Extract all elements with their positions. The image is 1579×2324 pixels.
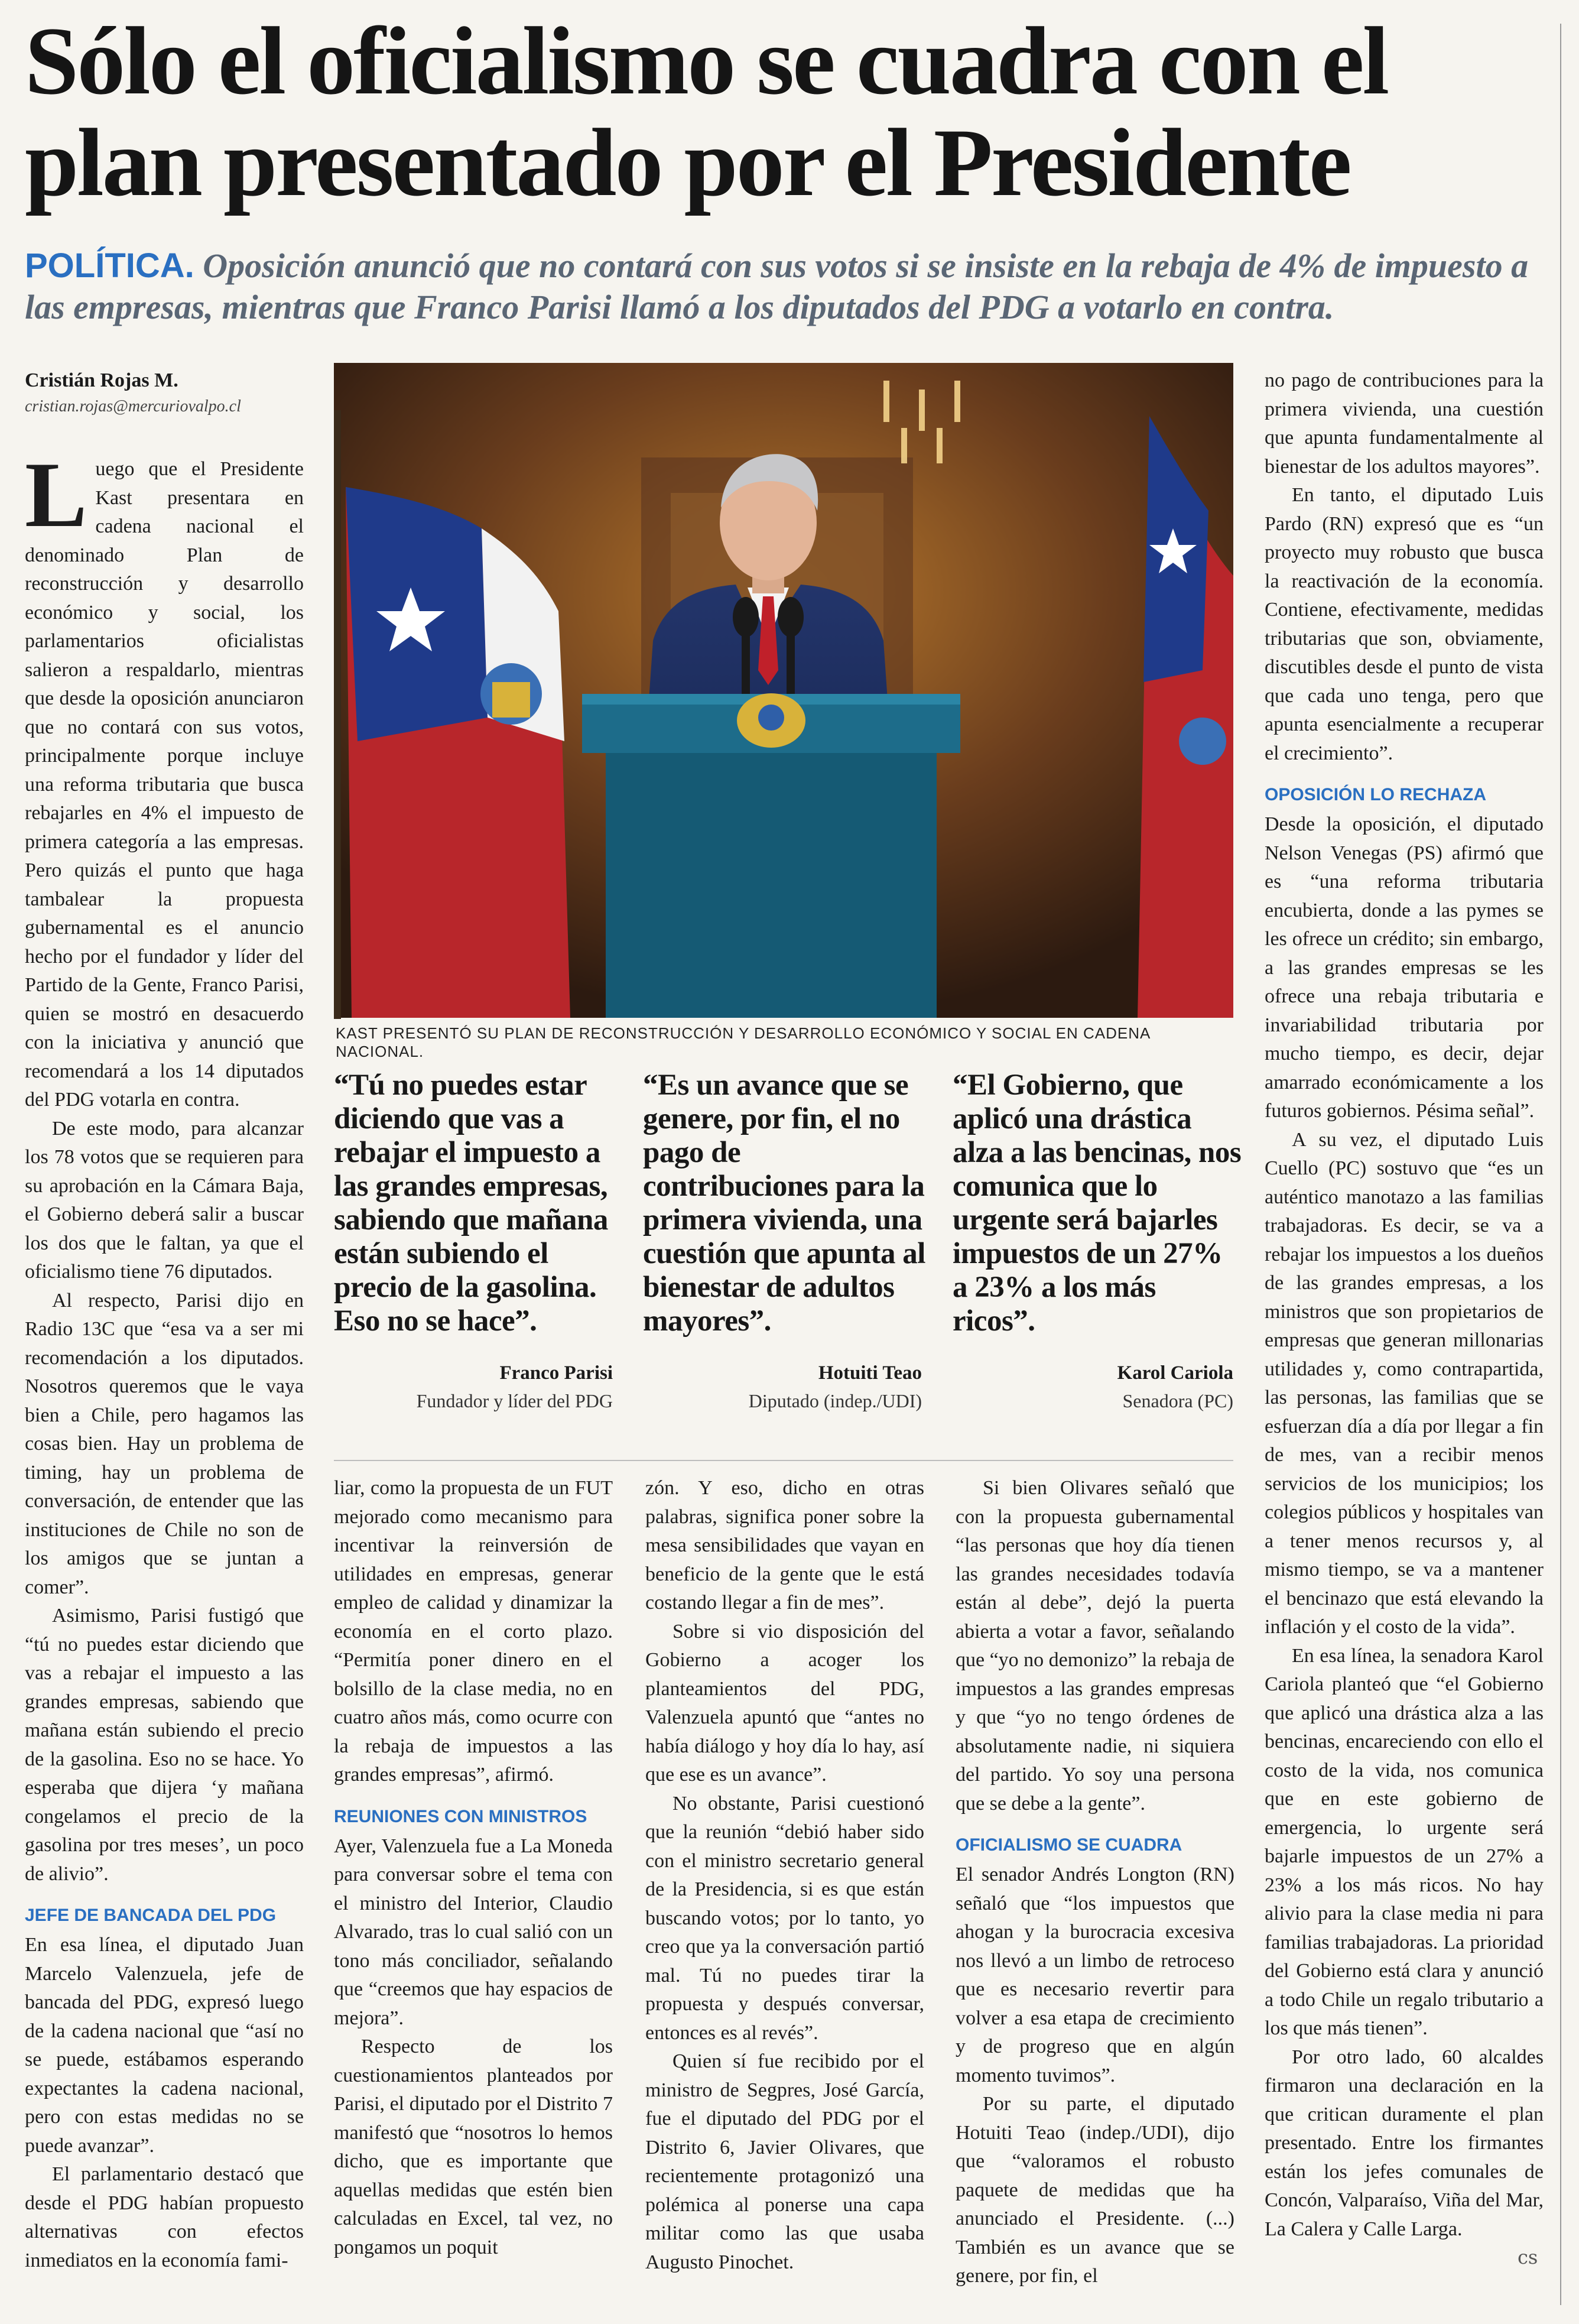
quote-author-name: Franco Parisi bbox=[499, 1362, 613, 1384]
column-2 bbox=[334, 1474, 613, 2275]
paragraph: uego que el Presidente Kast presentara en cadena nacional el denominado Plan de reconstrucción y desarrollo económico y social, los parlamentarios oficialistas salieron a respaldarlo, mientras que desde la oposición anunciaron que no contará con sus votos, principalmente porque incluye una reforma tributaria que busca rebajarles en 4% el impuesto de primera categoría a las empresas. Pero quizás el punto que haga tambalear la propuesta gubernamental es el anuncio hecho por el fundador y líder del Partido de la Gente, Franco Parisi, quien se mostró en desacuerdo con la iniciativa y anunció que recomendará a los 14 diputados del PDG votarla en contra. bbox=[25, 458, 304, 1111]
headline: Sólo el oficialismo se cuadra con el plan presentado por el Presidente bbox=[25, 8, 1388, 216]
quote-author-role: Senadora (PC) bbox=[1122, 1390, 1233, 1411]
paragraph: No obstante, Parisi cuestionó que la reunión “debió haber sido con el ministro secretario general de la Presidencia, si es que están buscando votos; por lo tanto, yo creo que ya la conversación partió mal. Tú no puedes tirar la propuesta y después conversar, entonces es al revés”. bbox=[645, 1792, 924, 2044]
column-1 bbox=[25, 443, 304, 2305]
pull-quote: “Es un avance que se genere, por fin, el no pago de contribuciones para la primera vivienda, una cuestión que apunta al bienestar de adultos mayores”. bbox=[643, 1069, 925, 1338]
deck-text: Oposición anunció que no contará con sus votos si se insiste en la rebaja de 4% de impuesto a las empresas, mientras que Franco Parisi llamó a los diputados del PDG a votarlo en contra. bbox=[25, 246, 1529, 326]
paragraph: De este modo, para alcanzar los 78 votos que se requieren para su aprobación en la Cámara Baja, el Gobierno deberá salir a buscar los dos que le faltan, ya que el oficialismo tiene 76 diputados. bbox=[25, 1117, 304, 1283]
paragraph: Asimismo, Parisi fustigó que “tú no puedes estar diciendo que vas a rebajar el impuesto a las grandes empresas, sabiendo que mañana están subiendo el precio de la gasolina. Eso no se hace. Yo esperaba que dijera ‘y mañana congelamos el precio de la gasolina por tres meses’, un poco de alivio”. bbox=[25, 1605, 304, 1885]
paragraph: Desde la oposición, el diputado Nelson Venegas (PS) afirmó que es “una reforma tributaria encubierta, donde a las pymes se les ofrece un crédito; sin embargo, a las grandes empresas se les ofrece una rebaja tributaria e invariabilidad tributaria por mucho tiempo, es decir, dejar amarrado económicamente a los futuros gobiernos. Pésima señal”. bbox=[1265, 813, 1544, 1122]
paragraph: no pago de contribuciones para la primera vivienda, una cuestión que apunta fundamentalmente al bienestar de los adultos mayores”. bbox=[1265, 369, 1544, 478]
paragraph: Ayer, Valenzuela fue a La Moneda para conversar sobre el tema con el ministro del Interior, Claudio Alvarado, tras lo cual salió con un tono más conciliador, señalando que “creemos que hay espacios de mejora”. bbox=[334, 1835, 613, 2029]
paragraph: El senador Andrés Longton (RN) señaló que “los impuestos que ahogan y la burocracia excesiva nos llevó a un limbo de retroceso que es necesario revertir para volver a esa etapa de crecimiento y de progreso que en algún momento tuvimos”. bbox=[956, 1864, 1234, 2086]
quote-author-name: Hotuiti Teao bbox=[818, 1362, 922, 1384]
subheading: JEFE DE BANCADA DEL PDG bbox=[25, 1906, 277, 1925]
paragraph: Quien sí fue recibido por el ministro de Segpres, José García, fue el diputado del PDG por el Distrito 6, Javier Olivares, que recientemente protagonizó una polémica al ponerse una capa militar como las que usaba Augusto Pinochet. bbox=[645, 2050, 924, 2273]
podium bbox=[582, 693, 960, 1018]
column-5 bbox=[1265, 366, 1544, 2276]
deck bbox=[25, 245, 1538, 328]
paragraph: El parlamentario destacó que desde el PDG habían propuesto alternativas con efectos inmediatos en la economía fami- bbox=[25, 2163, 304, 2271]
subheading: REUNIONES CON MINISTROS bbox=[334, 1806, 587, 1826]
subheading: OFICIALISMO SE CUADRA bbox=[956, 1835, 1182, 1855]
quote-author-role: Fundador y líder del PDG bbox=[416, 1390, 613, 1411]
dropcap: L bbox=[25, 443, 87, 547]
paragraph: En esa línea, el diputado Juan Marcelo Valenzuela, jefe de bancada del PDG, expresó luego de la cadena nacional que “así no se puede, estábamos esperando expectantes la cadena nacional, pero con estas medidas no se puede avanzar”. bbox=[25, 1934, 304, 2157]
paragraph: Por otro lado, 60 alcaldes firmaron una declaración en la que critican duramente el plan presentado. Entre los firmantes están los jefes comunales de Concón, Valparaíso, Viña del Mar, La Calera y Calle Larga. bbox=[1265, 2046, 1544, 2240]
paragraph: En esa línea, la senadora Karol Cariola planteó que “el Gobierno que aplicó una drástica alza a las bencinas, encareciendo con ello el costo de la vida, nos comunica que en este gobierno de emergencia, lo urgente será bajarle impuestos de un 27% a 23% a los más ricos. No hay alivio para la clase media ni para familias trabajadoras. La prioridad del Gobierno está clara y anunció a todo Chile un regalo tributario a los que más tienen”. bbox=[1265, 1644, 1544, 2039]
column-3 bbox=[645, 1474, 924, 2275]
paragraph: liar, como la propuesta de un FUT mejorado como mecanismo para incentivar la reinversión de utilidades en empresas, generar empleo de calidad y dinamizar la economía en el corto plazo. “Permitía poner dinero en el bolsillo de la clase media, no en cuatro años más, como ocurre con la rebaja de impuestos a las grandes empresas”, afirmó. bbox=[334, 1477, 613, 1786]
end-mark: cs bbox=[1518, 2246, 1538, 2268]
photo-illustration bbox=[334, 363, 1233, 1018]
paragraph: zón. Y eso, dicho en otras palabras, significa poner sobre la mesa sensibilidades que vayan en beneficio de la gente que le está costando llegar a fin de mes”. bbox=[645, 1477, 924, 1614]
page-edge bbox=[1560, 24, 1561, 2305]
quote-author-role: Diputado (indep./UDI) bbox=[748, 1390, 922, 1411]
kast-photo bbox=[334, 363, 1233, 1018]
paragraph: Por su parte, el diputado Hotuiti Teao (indep./UDI), dijo que “valoramos el robusto paquete de medidas que ha anunciado el Presidente. (...) También es un avance que se genere, por fin, el bbox=[956, 2093, 1234, 2287]
paragraph: Respecto de los cuestionamientos planteados por Parisi, el diputado por el Distrito 7 manifestó que “nosotros lo hemos dicho, que es importante que aquellas medidas que estén bien calculadas en Excel, tal vez, no pongamos un poquit bbox=[334, 2036, 613, 2258]
photo-caption: KAST PRESENTÓ SU PLAN DE RECONSTRUCCIÓN Y DESARROLLO ECONÓMICO Y SOCIAL EN CADENA NACIONAL. bbox=[336, 1024, 1150, 1060]
byline-author: Cristián Rojas M. bbox=[25, 369, 178, 391]
column-4 bbox=[956, 1474, 1235, 2287]
byline-email[interactable]: cristian.rojas@mercuriovalpo.cl bbox=[25, 397, 241, 416]
paragraph: A su vez, el diputado Luis Cuello (PC) sostuvo que “es un auténtico manotazo a las familias trabajadoras. Es decir, se va a rebajar los impuestos a los dueños de las grandes empresas, a los ministros que son propietarios de empresas que generan millonarias utilidades y, como contrapartida, las personas, las familias que se esfuerzan día a día por llegar a fin de mes, van a recibir menos servicios de los municipios; los colegios públicos y hospitales van a tener menos recursos y, al mismo tiempo, se va a mantener el bencinazo que está elevando la inflación y el costo de la vida”. bbox=[1265, 1128, 1544, 1638]
subheading: OPOSICIÓN LO RECHAZA bbox=[1265, 785, 1487, 804]
paragraph: Al respecto, Parisi dijo en Radio 13C que “esa va a ser mi recomendación a los diputados. Nosotros queremos que le vaya bien a Chile, pero hagamos las cosas bien. Hay un problema de timing, hay un problema de conversación, de entender que las instituciones de Chile no son de los amigos que se juntan a comer”. bbox=[25, 1289, 304, 1598]
pull-quote: “Tú no puedes estar diciendo que vas a rebajar el impuesto a las grandes empresas, sabiendo que mañana están subiendo el precio de la gasolina. Eso no se hace”. bbox=[334, 1069, 608, 1338]
quote-author-name: Karol Cariola bbox=[1117, 1362, 1233, 1384]
pull-quote: “El Gobierno, que aplicó una drástica alza a las bencinas, nos comunica que lo urgente será bajarles impuestos de un 27% a 23% a los más ricos”. bbox=[953, 1069, 1242, 1338]
divider bbox=[334, 1460, 1233, 1461]
paragraph: En tanto, el diputado Luis Pardo (RN) expresó que es “un proyecto muy robusto que busca la reactivación de la economía. Contiene, efectivamente, medidas tributarias que son, obviamente, discutibles desde el punto de vista que cada uno tenga, pero que apunta esencialmente a recuperar el crecimiento”. bbox=[1265, 484, 1544, 764]
paragraph: Sobre si vio disposición del Gobierno a acoger los planteamientos del PDG, Valenzuela apuntó que “antes no había diálogo y hoy día lo hay, así que ese es un avance”. bbox=[645, 1620, 924, 1786]
paragraph: Si bien Olivares señaló que con la propuesta gubernamental “las personas que hoy día tienen las grandes necesidades todavía están al debe”, dejó la puerta abierta a votar a favor, señalando que “yo no demonizo” la rebaja de impuestos a las grandes empresas y que “yo no tengo órdenes de absolutamente nadie, ni siquiera del partido. Yo soy una persona que se debe a la gente”. bbox=[956, 1477, 1235, 1815]
section-kicker: POLÍTICA. bbox=[25, 246, 194, 285]
